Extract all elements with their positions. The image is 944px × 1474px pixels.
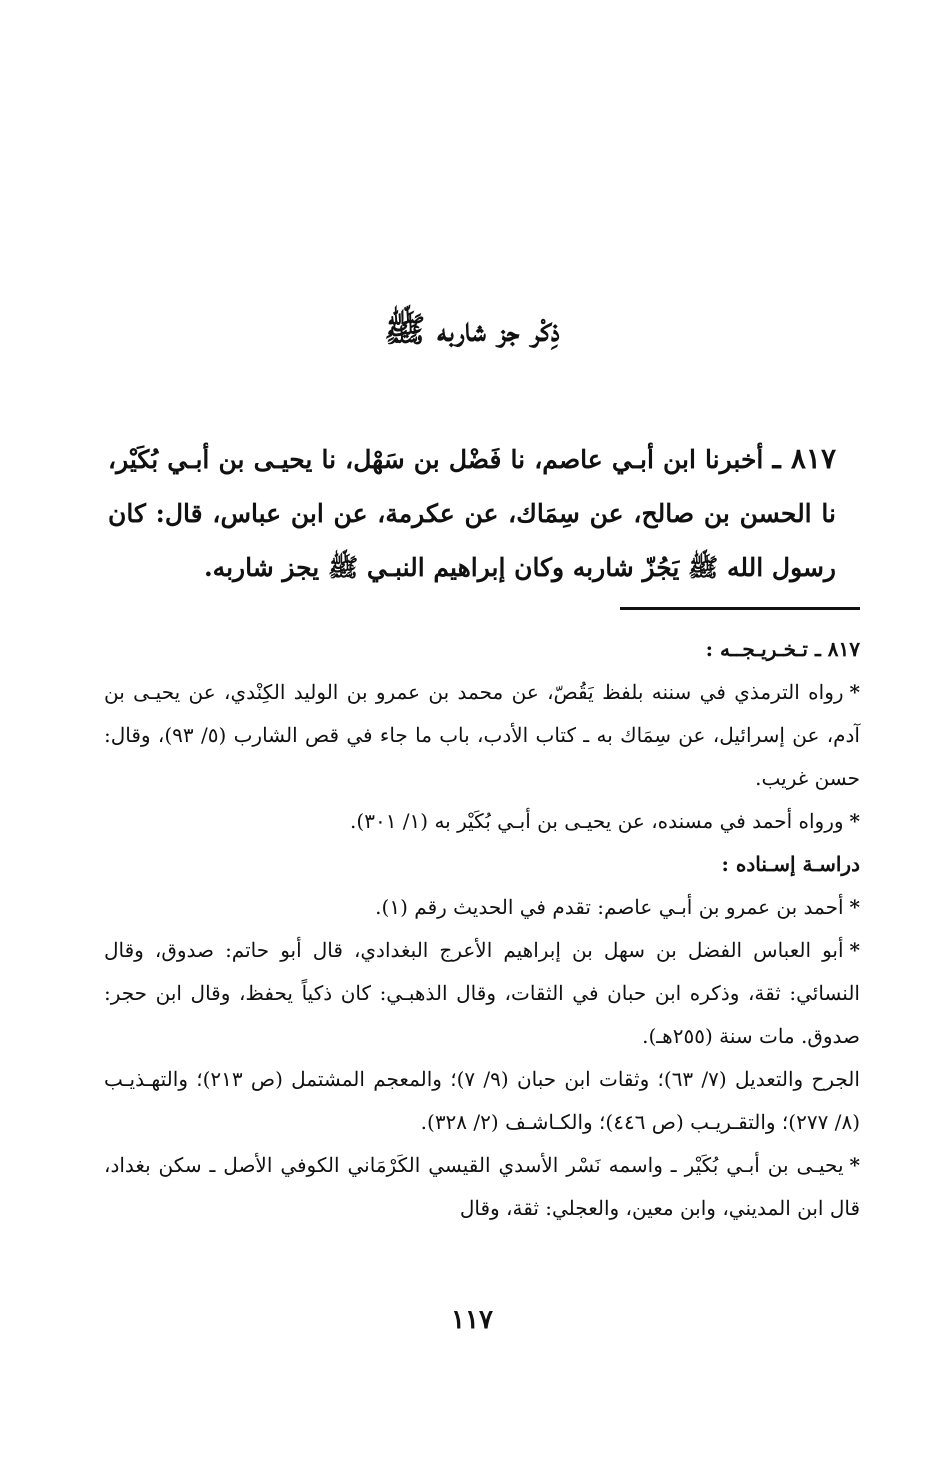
takhrij-note-2 [104, 800, 860, 843]
isnad-note-1-text: أحمد بن عمرو بن أبـي عاصم: تقدم في الحديث رقم (١). [375, 895, 844, 919]
bullet-star-icon: * [849, 809, 860, 833]
isnad-note-3-text: يحيـى بن أبـي بُكَيْر ـ واسمه نَسْر الأسدي القيسي الكَرْمَاني الكوفي الأصل ـ سكن بغداد، قال ابن المديني، وابن معين، والعجلي: ثقة، وقال [104, 1153, 860, 1220]
takhrij-heading: ٨١٧ ـ تـخـريـجــه : [705, 637, 860, 661]
isnad-note-1 [104, 886, 860, 929]
takhrij-note-2-text: ورواه أحمد في مسنده، عن يحيـى بن أبـي بُكَيْر به (١/ ٣٠١). [350, 809, 844, 833]
hadith-text: أخبرنا ابن أبـي عاصم، نا فَضْل بن سَهْل، نا يحيـى بن أبـي بُكَيْر، نا الحسن بن صالح، عن سِمَاك، عن عكرمة، عن ابن عباس، قال: كان رسول الله ﷺ يَجُزّ شاربه وكان إبراهيم النبـي ﷺ يجز شاربه. [108, 445, 836, 582]
footnote-divider [620, 607, 860, 610]
chapter-title: ذِكْر جز شاربه ﷺ [384, 310, 560, 350]
footnotes-block [104, 628, 860, 1230]
bullet-star-icon: * [849, 680, 860, 704]
takhrij-note-1 [104, 671, 860, 800]
isnad-note-2-sources: الجرح والتعديل (٧/ ٦٣)؛ وثقات ابن حبان (٩/ ٧)؛ والمعجم المشتمل (ص ٢١٣)؛ والتهـذيـب (٨/ ٢٧٧)؛ والتقـريـب (ص ٤٤٦)؛ والكـاشـف (٢/ ٣٢٨). [104, 1067, 860, 1134]
page-number: ١١٧ [451, 1305, 493, 1335]
bullet-star-icon: * [849, 938, 860, 962]
hadith-text-block [108, 432, 836, 595]
isnad-note-3 [104, 1144, 860, 1230]
bullet-star-icon: * [849, 1153, 860, 1177]
takhrij-note-1-text: رواه الترمذي في سننه بلفظ يَقُصّ، عن محمد بن عمرو بن الوليد الكِنْدي، عن يحيـى بن آدم، عن إسرائيل، عن سِمَاك به ـ كتاب الأدب، باب ما جاء في قص الشارب (٥/ ٩٣)، وقال: حسن غريب. [104, 680, 860, 790]
isnad-note-2 [104, 929, 860, 1058]
isnad-note-2-text: أبو العباس الفضل بن سهل بن إبراهيم الأعرج البغدادي، قال أبو حاتم: صدوق، وقال النسائي: ثقة، وذكره ابن حبان في الثقات، وقال الذهبـي: كان ذكياً يحفظ، وقال ابن حجر: صدوق. مات سنة (٢٥٥هـ). [104, 938, 860, 1048]
bullet-star-icon: * [849, 895, 860, 919]
isnad-heading: دراسـة إسـناده : [721, 852, 860, 876]
hadith-number: ٨١٧ ـ [772, 442, 836, 475]
